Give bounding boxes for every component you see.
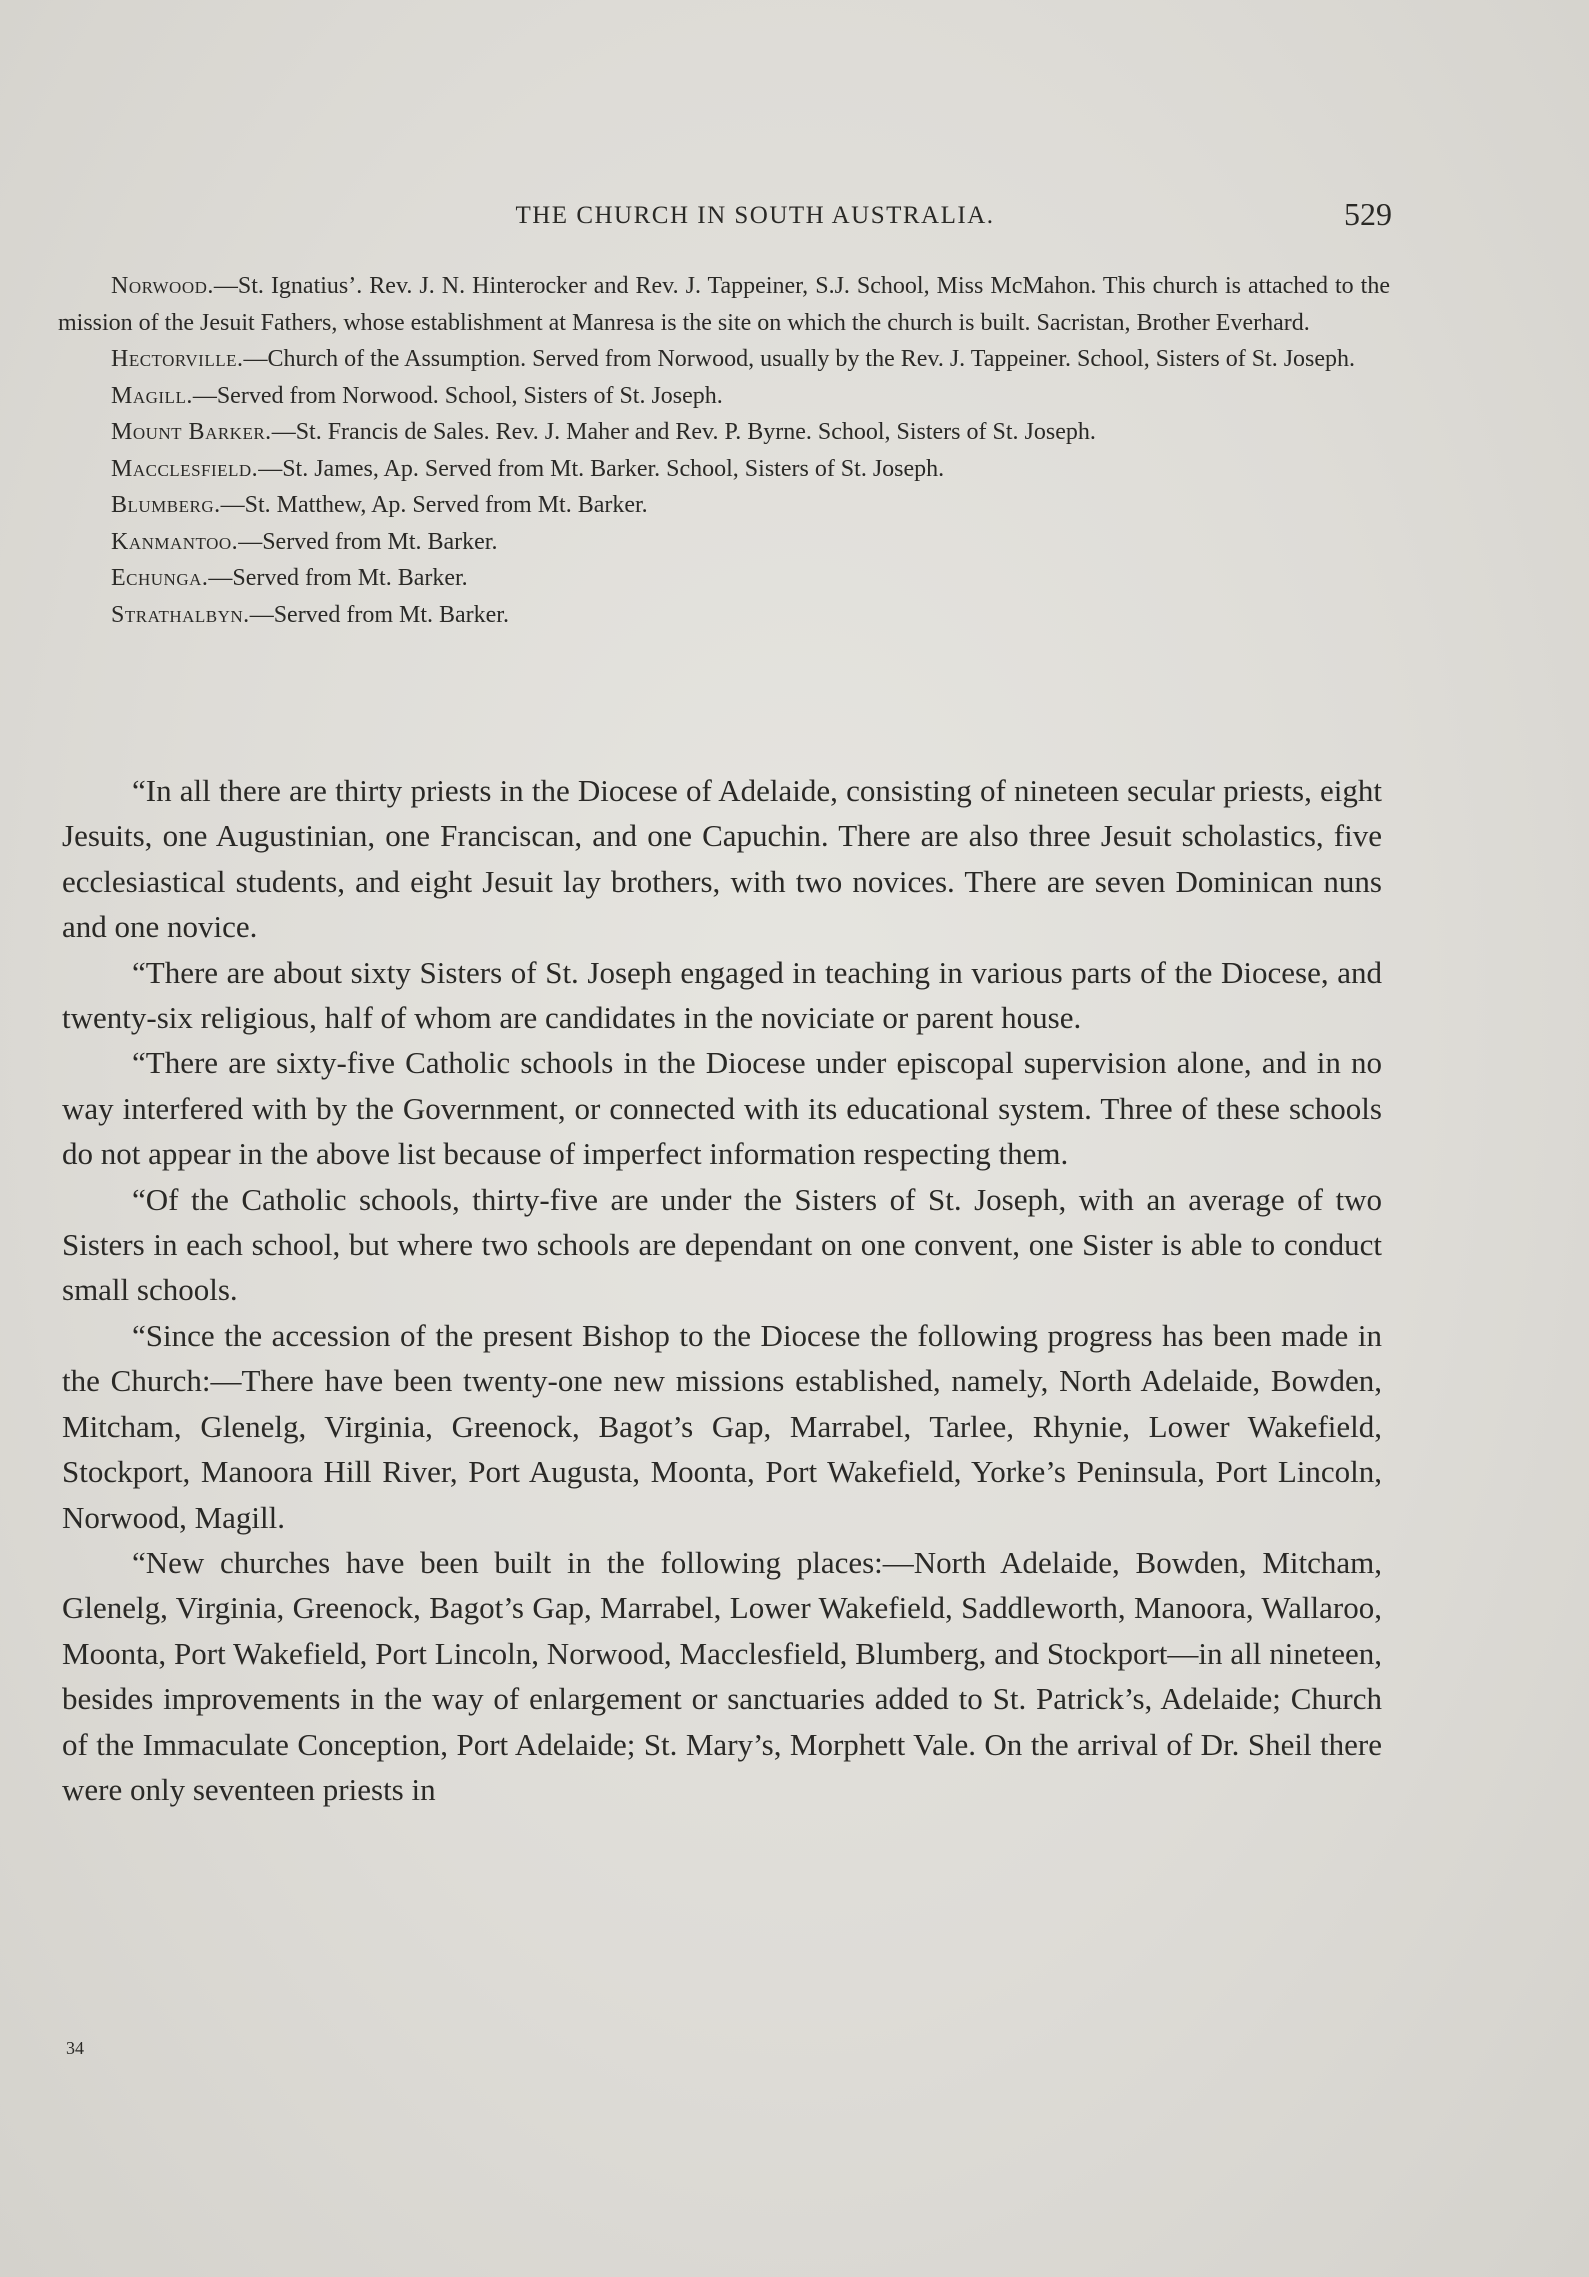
paragraph: “There are about sixty Sisters of St. Joseph engaged in teaching in various parts of the Diocese, and twenty-six religious, half of whom are candidates in the noviciate or parent house. xyxy=(62,954,1382,1036)
entry-strathalbyn xyxy=(58,597,1390,634)
paragraph: “New churches have been built in the following places:—North Adelaide, Bowden, Mitcham, Glenelg, Virginia, Greenock, Bagot’s Gap, Marrabel, Lower Wakefield, Saddleworth, Manoora, Wallaroo, Moonta, Port Wakefield, Port Lincoln, Norwood, Macclesfield, Blumberg, and Stockport—in all nineteen, besides improvements in the way of enlargement or sanctuaries added to St. Patrick’s, Adelaide; Church of the Immaculate Conception, Port Adelaide; St. Mary’s, Morphett Vale. On the arrival of Dr. Sheil there were only seventeen priests in xyxy=(62,1544,1382,1807)
signature-mark: 34 xyxy=(66,2038,84,2058)
entry-place: Echunga. xyxy=(111,565,209,591)
entry-text: —Served from Norwood. School, Sisters of St. Joseph. xyxy=(192,382,723,409)
entry-place: Blumberg. xyxy=(111,492,221,518)
paragraph: “There are sixty-five Catholic schools in the Diocese under episcopal supervision alone, and in no way interfered with by the Government, or connected with its educational system. Three of these schools do not appear in the above list because of imperfect information respecting them. xyxy=(62,1045,1382,1172)
entry-magill xyxy=(58,378,1390,415)
entry-text: —St. Matthew, Ap. Served from Mt. Barker. xyxy=(220,492,648,518)
entry-place: Hectorville. xyxy=(111,346,244,372)
entry-place: Norwood. xyxy=(111,273,214,299)
entry-mount-barker xyxy=(58,414,1390,451)
entry-text: —Church of the Assumption. Served from Norwood, usually by the Rev. J. Tappeiner. School, Sisters of St. Joseph. xyxy=(243,346,1356,372)
entry-norwood xyxy=(58,268,1390,341)
mission-list xyxy=(58,268,1390,633)
entry-hectorville xyxy=(58,341,1390,378)
entry-blumberg xyxy=(58,487,1390,524)
entry-place: Macclesfield. xyxy=(111,455,259,482)
entry-text: —Served from Mt. Barker. xyxy=(238,528,498,555)
paragraph: “In all there are thirty priests in the Diocese of Adelaide, consisting of nineteen secular priests, eight Jesuits, one Augustinian, one Franciscan, and one Capuchin. There are also three Jesuit scholastics, five ecclesiastical students, and eight Jesuit lay brothers, with two novices. There are seven Dominican nuns and one novice. xyxy=(62,773,1382,945)
entry-place: Magill. xyxy=(111,382,193,409)
entry-place: Mount Barker. xyxy=(111,419,272,445)
paragraph: “Of the Catholic schools, thirty-five are under the Sisters of St. Joseph, with an average of two Sisters in each school, but where two schools are dependant on one convent, one Sister is able to conduct small schools. xyxy=(62,1181,1382,1308)
entry-kanmantoo xyxy=(58,524,1390,561)
entry-place: Kanmantoo. xyxy=(111,528,239,555)
page-number: 529 xyxy=(1344,196,1392,232)
entry-text: —Served from Mt. Barker. xyxy=(249,601,509,628)
entry-text: —Served from Mt. Barker. xyxy=(208,565,468,591)
running-head: THE CHURCH IN SOUTH AUSTRALIA. xyxy=(515,202,995,229)
entry-text: —St. James, Ap. Served from Mt. Barker. School, Sisters of St. Joseph. xyxy=(258,455,945,482)
page-header xyxy=(60,196,1390,240)
entry-text: —St. Francis de Sales. Rev. J. Maher and Rev. P. Byrne. School, Sisters of St. Joseph. xyxy=(271,419,1096,445)
entry-macclesfield xyxy=(58,451,1390,488)
paragraph: “Since the accession of the present Bishop to the Diocese the following progress has been made in the Church:—There have been twenty-one new missions established, namely, North Adelaide, Bowden, Mitcham, Glenelg, Virginia, Greenock, Bagot’s Gap, Marrabel, Tarlee, Rhynie, Lower Wakefield, Stockport, Manoora Hill River, Port Augusta, Moonta, Port Wakefield, Yorke’s Peninsula, Port Lincoln, Norwood, Magill. xyxy=(62,1317,1382,1535)
body-text xyxy=(62,768,1382,1812)
entry-echunga xyxy=(58,560,1390,597)
entry-place: Strathalbyn. xyxy=(111,601,250,628)
entry-text: —St. Ignatius’. Rev. J. N. Hinterocker and Rev. J. Tappeiner, S.J. School, Miss McMahon. This church is attached to the mission of the Jesuit Fathers, whose establishment at Manresa is the site on which the church is built. Sacristan, Brother Everhard. xyxy=(58,273,1390,336)
